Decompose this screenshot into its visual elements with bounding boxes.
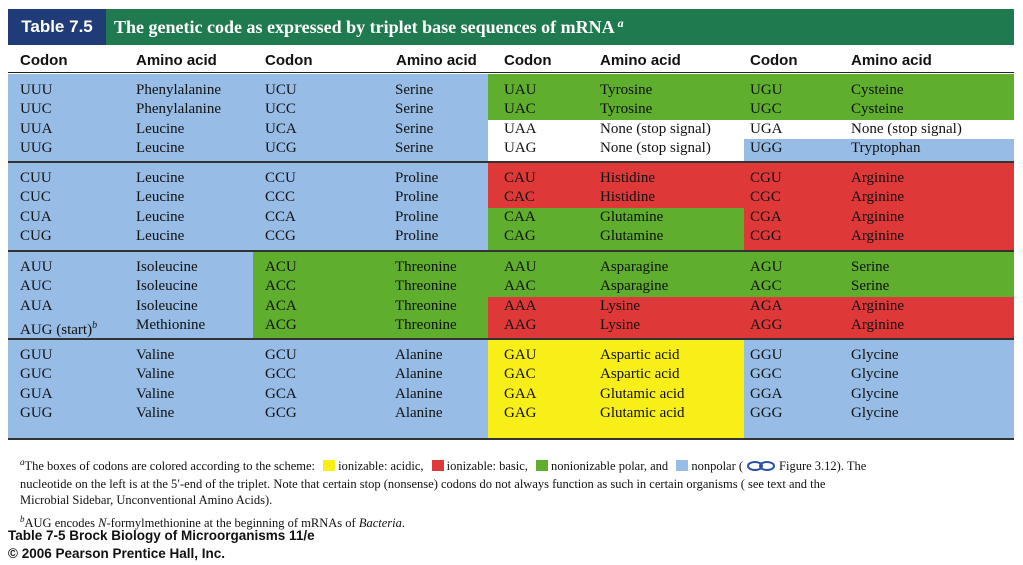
- amino-acid: Histidine: [600, 189, 655, 206]
- amino-acid: Glutamic acid: [600, 404, 685, 421]
- amino-acid: Threonine: [395, 316, 457, 333]
- amino-acid: Serine: [395, 139, 434, 156]
- block-separator: [8, 338, 1014, 340]
- amino-acid: None (stop signal): [600, 139, 711, 156]
- codon: CCC: [265, 189, 296, 206]
- codon: GGU: [750, 347, 783, 363]
- amino-acid: Proline: [395, 208, 439, 225]
- amino-acid: Methionine: [136, 316, 206, 333]
- amino-acid: Phenylalanine: [136, 82, 221, 98]
- amino-acid: Valine: [136, 347, 175, 363]
- codon: UUA: [20, 120, 53, 137]
- footnote-a-acidic: ionizable: acidic,: [338, 459, 424, 474]
- amino-acid: Arginine: [851, 297, 905, 314]
- amino-acid: Isoleucine: [136, 259, 198, 275]
- amino-acid: Serine: [395, 82, 434, 98]
- codon: CAG: [504, 227, 536, 244]
- footnote-a-line2: nucleotide on the left is at the 5′-end of the triplet. Note that certain stop (nonsense) codons do not always function as such in certain organisms ( see text and the: [20, 477, 826, 492]
- codon: UGG: [750, 139, 783, 156]
- block-separator: [8, 161, 1014, 163]
- table-title-bar: [8, 9, 1014, 45]
- footnote-a-polar: nonionizable polar, and: [551, 459, 669, 474]
- codon: GUA: [20, 385, 53, 402]
- amino-acid: Threonine: [395, 278, 457, 295]
- amino-acid: Tryptophan: [851, 139, 921, 156]
- amino-acid: Alanine: [395, 385, 443, 402]
- codon: AUU: [20, 259, 53, 275]
- header-codon-2: Codon: [265, 52, 313, 69]
- amino-acid: Threonine: [395, 259, 457, 275]
- polar-swatch: [536, 460, 548, 471]
- codon: CUG: [20, 227, 52, 244]
- header-amino-acid-4: Amino acid: [851, 52, 932, 69]
- codon: UUG: [20, 139, 53, 156]
- codon: GGA: [750, 385, 783, 402]
- acidic-swatch: [323, 460, 335, 471]
- codon: CAC: [504, 189, 535, 206]
- codon: CGC: [750, 189, 781, 206]
- codon: CGU: [750, 170, 782, 186]
- codon: CUA: [20, 208, 52, 225]
- header-codon-4: Codon: [750, 52, 798, 69]
- codon: UCC: [265, 101, 296, 118]
- amino-acid: Serine: [395, 101, 434, 118]
- codon: CGG: [750, 227, 782, 244]
- amino-acid: Aspartic acid: [600, 347, 680, 363]
- amino-acid: Proline: [395, 170, 439, 186]
- codon: GCC: [265, 366, 296, 383]
- amino-acid: Tyrosine: [600, 82, 653, 98]
- codon-table: [8, 74, 1014, 439]
- codon: CAA: [504, 208, 536, 225]
- basic-swatch: [432, 460, 444, 471]
- amino-acid: Glycine: [851, 404, 899, 421]
- codon: ACC: [265, 278, 296, 295]
- header-amino-acid-3: Amino acid: [600, 52, 681, 69]
- amino-acid: Arginine: [851, 208, 905, 225]
- footnote-b-italic-n: N: [98, 516, 107, 531]
- amino-acid: Isoleucine: [136, 278, 198, 295]
- codon: UUC: [20, 101, 52, 118]
- codon: UUU: [20, 82, 53, 98]
- amino-acid: Asparagine: [600, 278, 669, 295]
- codon: AUC: [20, 278, 52, 295]
- codon: CCG: [265, 227, 296, 244]
- footnote-a-marker: a: [20, 457, 25, 467]
- amino-acid: Isoleucine: [136, 297, 198, 314]
- codon: UCU: [265, 82, 297, 98]
- footnote-a-nonpolar: nonpolar (: [691, 459, 744, 474]
- footnote-a-basic: ionizable: basic,: [446, 459, 528, 474]
- amino-acid: Arginine: [851, 227, 905, 244]
- amino-acid: Proline: [395, 189, 439, 206]
- header-amino-acid-1: Amino acid: [136, 52, 217, 69]
- codon: GAU: [504, 347, 537, 363]
- codon: AUA: [20, 297, 53, 314]
- footnote-b-before: AUG encodes: [24, 516, 99, 531]
- codon: GGG: [750, 404, 783, 421]
- header-amino-acid-2: Amino acid: [396, 52, 477, 69]
- amino-acid: Glycine: [851, 366, 899, 383]
- amino-acid: Cysteine: [851, 82, 904, 98]
- codon: AAU: [504, 259, 537, 275]
- amino-acid: Serine: [851, 278, 890, 295]
- amino-acid: None (stop signal): [851, 120, 962, 137]
- amino-acid: Glycine: [851, 385, 899, 402]
- amino-acid: Alanine: [395, 366, 443, 383]
- codon: UAU: [504, 82, 537, 98]
- amino-acid: Valine: [136, 385, 175, 402]
- footnote-a-figure-ref[interactable]: Figure 3.12). The: [779, 459, 867, 474]
- title-footnote-marker: a: [617, 15, 624, 30]
- amino-acid: Leucine: [136, 208, 185, 225]
- amino-acid: Alanine: [395, 404, 443, 421]
- codon: UCA: [265, 120, 297, 137]
- codon: UCG: [265, 139, 297, 156]
- footnote-b-after: .: [401, 516, 405, 531]
- codon: GUG: [20, 404, 53, 421]
- amino-acid: Cysteine: [851, 101, 904, 118]
- amino-acid: Aspartic acid: [600, 366, 680, 383]
- amino-acid: Alanine: [395, 347, 443, 363]
- footnotes: [20, 454, 1000, 531]
- codon: CCA: [265, 208, 296, 225]
- codon: AAA: [504, 297, 537, 314]
- table-title-text: The genetic code as expressed by triplet base sequences of mRNA: [114, 16, 615, 37]
- amino-acid: Leucine: [136, 227, 185, 244]
- amino-acid: Glutamine: [600, 227, 664, 244]
- codon: AGC: [750, 278, 782, 295]
- codon: GAG: [504, 404, 537, 421]
- footnote-a: [20, 454, 1000, 476]
- amino-acid: Serine: [851, 259, 890, 275]
- footnote-a-line3: Microbial Sidebar, Unconventional Amino Acids).: [20, 493, 273, 508]
- codon: CUU: [20, 170, 52, 186]
- amino-acid: Proline: [395, 227, 439, 244]
- amino-acid: Leucine: [136, 120, 185, 137]
- credit-line-1: Table 7-5 Brock Biology of Microorganisms 11/e: [8, 528, 315, 543]
- amino-acid: None (stop signal): [600, 120, 711, 137]
- amino-acid: Lysine: [600, 297, 640, 314]
- amino-acid: Histidine: [600, 170, 655, 186]
- codon: GUC: [20, 366, 52, 383]
- amino-acid: Valine: [136, 404, 175, 421]
- codon: GGC: [750, 366, 782, 383]
- block-separator: [8, 438, 1014, 440]
- amino-acid: Lysine: [600, 316, 640, 333]
- codon: GCU: [265, 347, 297, 363]
- codon: UAG: [504, 139, 537, 156]
- codon: GCA: [265, 385, 297, 402]
- amino-acid: Leucine: [136, 139, 185, 156]
- chain-link-icon[interactable]: [746, 460, 776, 476]
- amino-acid: Arginine: [851, 170, 905, 186]
- table-title: [106, 9, 1014, 45]
- codon: AGU: [750, 259, 783, 275]
- codon: CUC: [20, 189, 51, 206]
- footnote-a-intro: The boxes of codons are colored according to the scheme:: [24, 459, 316, 474]
- codon: UGA: [750, 120, 783, 137]
- amino-acid: Tyrosine: [600, 101, 653, 118]
- nonpolar-swatch: [676, 460, 688, 471]
- codon: UAC: [504, 101, 536, 118]
- amino-acid: Arginine: [851, 316, 905, 333]
- codon: GAA: [504, 385, 537, 402]
- codon: ACG: [265, 316, 297, 333]
- amino-acid: Glutamine: [600, 208, 664, 225]
- codon: GUU: [20, 347, 53, 363]
- header-codon-3: Codon: [504, 52, 552, 69]
- codon: UGC: [750, 101, 782, 118]
- codon: GCG: [265, 404, 297, 421]
- column-header-row: [8, 49, 1014, 73]
- codon: UAA: [504, 120, 537, 137]
- amino-acid: Asparagine: [600, 259, 669, 275]
- credit-line-2: © 2006 Pearson Prentice Hall, Inc.: [8, 546, 226, 561]
- amino-acid: Threonine: [395, 297, 457, 314]
- codon: CGA: [750, 208, 782, 225]
- table-number: Table 7.5: [8, 9, 106, 45]
- header-codon-1: Codon: [20, 52, 68, 69]
- codon: AAC: [504, 278, 536, 295]
- amino-acid: Arginine: [851, 189, 905, 206]
- footnote-b-middle: -formylmethionine at the beginning of mRNAs of: [106, 516, 359, 531]
- amino-acid: Glutamic acid: [600, 385, 685, 402]
- amino-acid: Glycine: [851, 347, 899, 363]
- codon: AGG: [750, 316, 783, 333]
- footnote-b-marker: b: [20, 514, 25, 525]
- start-footnote-marker: b: [92, 319, 98, 331]
- codon: UGU: [750, 82, 783, 98]
- footnote-b-bacteria: Bacteria: [358, 516, 402, 531]
- codon: AGA: [750, 297, 783, 314]
- codon: AAG: [504, 316, 537, 333]
- codon: AUG (start)$^b$: [20, 319, 98, 338]
- codon: CAU: [504, 170, 536, 186]
- amino-acid: Serine: [395, 120, 434, 137]
- amino-acid: Valine: [136, 366, 175, 383]
- codon: CCU: [265, 170, 296, 186]
- codon: ACA: [265, 297, 297, 314]
- amino-acid: Phenylalanine: [136, 101, 221, 118]
- codon: ACU: [265, 259, 297, 275]
- block-separator: [8, 250, 1014, 252]
- amino-acid: Leucine: [136, 189, 185, 206]
- codon: GAC: [504, 366, 536, 383]
- amino-acid: Leucine: [136, 170, 185, 186]
